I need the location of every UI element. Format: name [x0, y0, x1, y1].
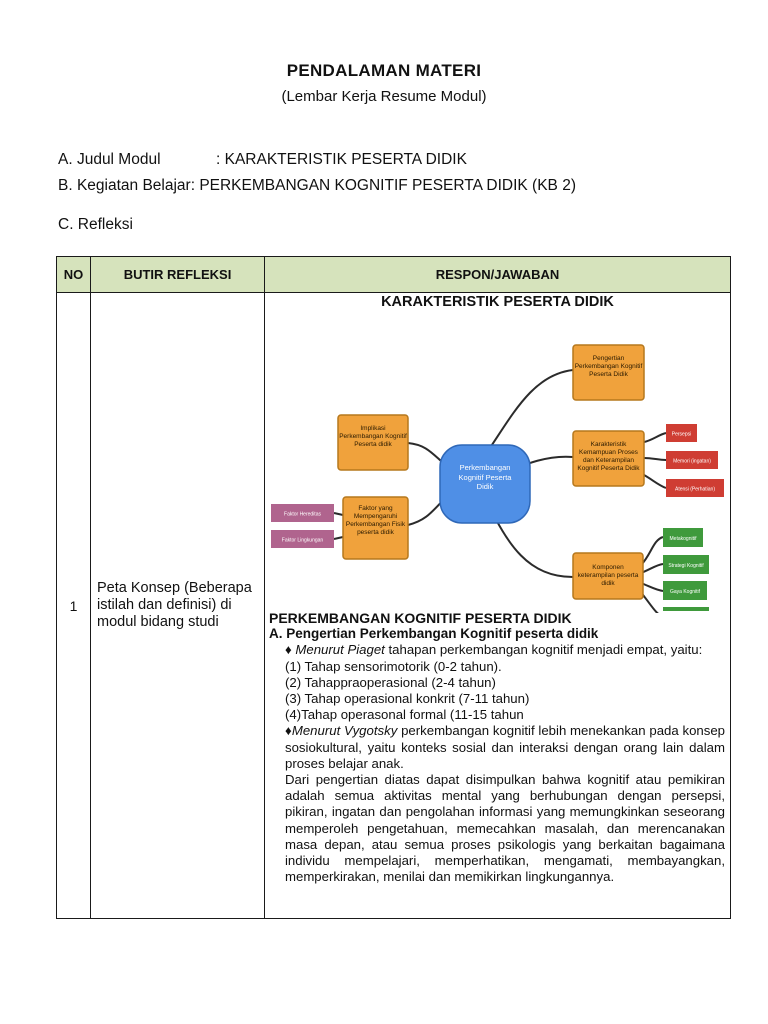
table-header-row: [57, 257, 731, 293]
section-heading: PERKEMBANGAN KOGNITIF PESERTA DIDIK: [269, 610, 572, 626]
respon-text: [269, 610, 725, 885]
stage-item: (1) Tahap sensorimotorik (0-2 tahun).: [285, 658, 502, 674]
row-number: 1: [57, 293, 91, 919]
page-title: PENDALAMAN MATERI: [286, 61, 482, 80]
red-node-memori: [666, 451, 718, 469]
node-pengertian: [573, 345, 644, 400]
node-pengertian-label: Pengertian Perkembangan Kognitif Peserta Didik: [574, 355, 643, 378]
green-node-label: Metakognitif: [669, 536, 697, 542]
green-node-metakognitif: [663, 528, 703, 547]
judul-modul-value: : KARAKTERISTIK PESERTA DIDIK: [216, 151, 467, 168]
vygotsky-text: perkembangan kognitif lebih menekankan pada konsep sosiokultural, yaitu konteks sosial dan interaksi dengan orang lain dalam proses belajar anak.: [285, 723, 726, 771]
conclusion-paragraph: Dari pengertian diatas dapat disimpulkan bahwa kognitif atau pemikiran adalah semua aktivitas mental yang berhubungan dengan persepsi, pikiran, ingatan dan pengolahan informasi yang memungkinkan seseorang memperoleh pengetahuan, memecahkan masalah, dan merencanakan masa depan, atau semua proses psikologis yang berkaitan bagaimana individu mempelajari, memperhatikan, mengamati, membayangkan, memperkirakan, menilai dan memikirkan lingkungannya.: [285, 772, 725, 885]
reflection-table: [56, 256, 731, 919]
judul-modul-line: [58, 151, 467, 169]
mindmap-title: KARAKTERISTIK PESERTA DIDIK: [381, 294, 614, 310]
node-faktor-label: Faktor yang Mempengaruhi Perkembangan Fisik peserta didik: [345, 505, 406, 536]
kegiatan-belajar-label: B. Kegiatan Belajar: [58, 177, 191, 194]
red-node-atensi: [666, 479, 724, 497]
piaget-text: tahapan perkembangan kognitif menjadi empat, yaitu:: [384, 642, 703, 658]
node-karakteristik: [573, 431, 644, 486]
subsection-heading: A. Pengertian Perkembangan Kognitif peserta didik: [269, 626, 599, 642]
vygotsky-paragraph: ♦Menurut Vygotsky perkembangan kognitif lebih menekankan pada konsep sosiokultural, yaitu konteks sosial dan interaksi dengan orang lain dalam proses belajar anak.: [285, 723, 726, 771]
green-node-gaya: [663, 581, 707, 600]
page-subtitle: (Lembar Kerja Resume Modul): [281, 88, 487, 105]
stage-item: (4)Tahap operasonal formal (11-15 tahun: [285, 707, 524, 723]
table-row: [57, 293, 731, 919]
node-karakteristik-label: Karakteristik Kemampuan Proses dan Keterampilan Kognitif Peserta Didik: [577, 441, 640, 472]
node-center-label: Perkembangan Kognitif Peserta Didik: [458, 463, 512, 491]
red-node-label: Persepsi: [671, 431, 692, 438]
node-implikasi-label: Implikasi Perkembangan Kognitif Peserta didik: [339, 425, 407, 448]
header-no: NO: [57, 257, 91, 293]
stage-item: (3) Tahap operasional konkrit (7-11 tahun): [285, 691, 530, 707]
node-implikasi: [338, 415, 408, 470]
row-respon: [265, 293, 731, 919]
node-komponen-label: Komponen keterampilan peserta didik: [577, 564, 639, 587]
node-center: [440, 445, 530, 523]
red-node-label: Memori (ingatan): [673, 458, 711, 465]
node-faktor: [343, 497, 408, 559]
green-node-strategi: [663, 555, 709, 574]
pink-node-label: Faktor Lingkungan: [281, 537, 324, 544]
green-node-label: Strategi Kognitif: [668, 563, 704, 569]
kegiatan-belajar-line: [58, 177, 576, 195]
pink-node-lingkungan: [271, 530, 334, 548]
pink-node-hereditas: [271, 504, 334, 522]
red-node-label: Atensi (Perhatian): [674, 486, 716, 493]
red-node-persepsi: [666, 424, 697, 442]
header-respon-jawaban: RESPON/JAWABAN: [265, 257, 731, 293]
kegiatan-belajar-value: : PERKEMBANGAN KOGNITIF PESERTA DIDIK (KB 2): [190, 177, 576, 194]
row-butir-refleksi: Peta Konsep (Beberapa istilah dan definisi) di modul bidang studi: [91, 293, 265, 919]
header-butir-refleksi: BUTIR REFLEKSI: [91, 257, 265, 293]
pink-node-label: Faktor Hereditas: [284, 511, 321, 518]
node-komponen: [573, 553, 643, 599]
green-node-label: Gaya Kognitif: [669, 589, 701, 595]
refleksi-label: C. Refleksi: [58, 216, 133, 233]
judul-modul-label: A. Judul Modul: [58, 151, 161, 168]
stage-item: (2) Tahappraoperasional (2-4 tahun): [285, 674, 496, 690]
piaget-line: ♦ Menurut Piaget tahapan perkembangan kognitif menjadi empat, yaitu:: [285, 642, 703, 658]
vygotsky-name: Menurut Vygotsky: [291, 723, 398, 739]
piaget-name: Menurut Piaget: [295, 642, 385, 658]
concept-map: [268, 315, 728, 613]
